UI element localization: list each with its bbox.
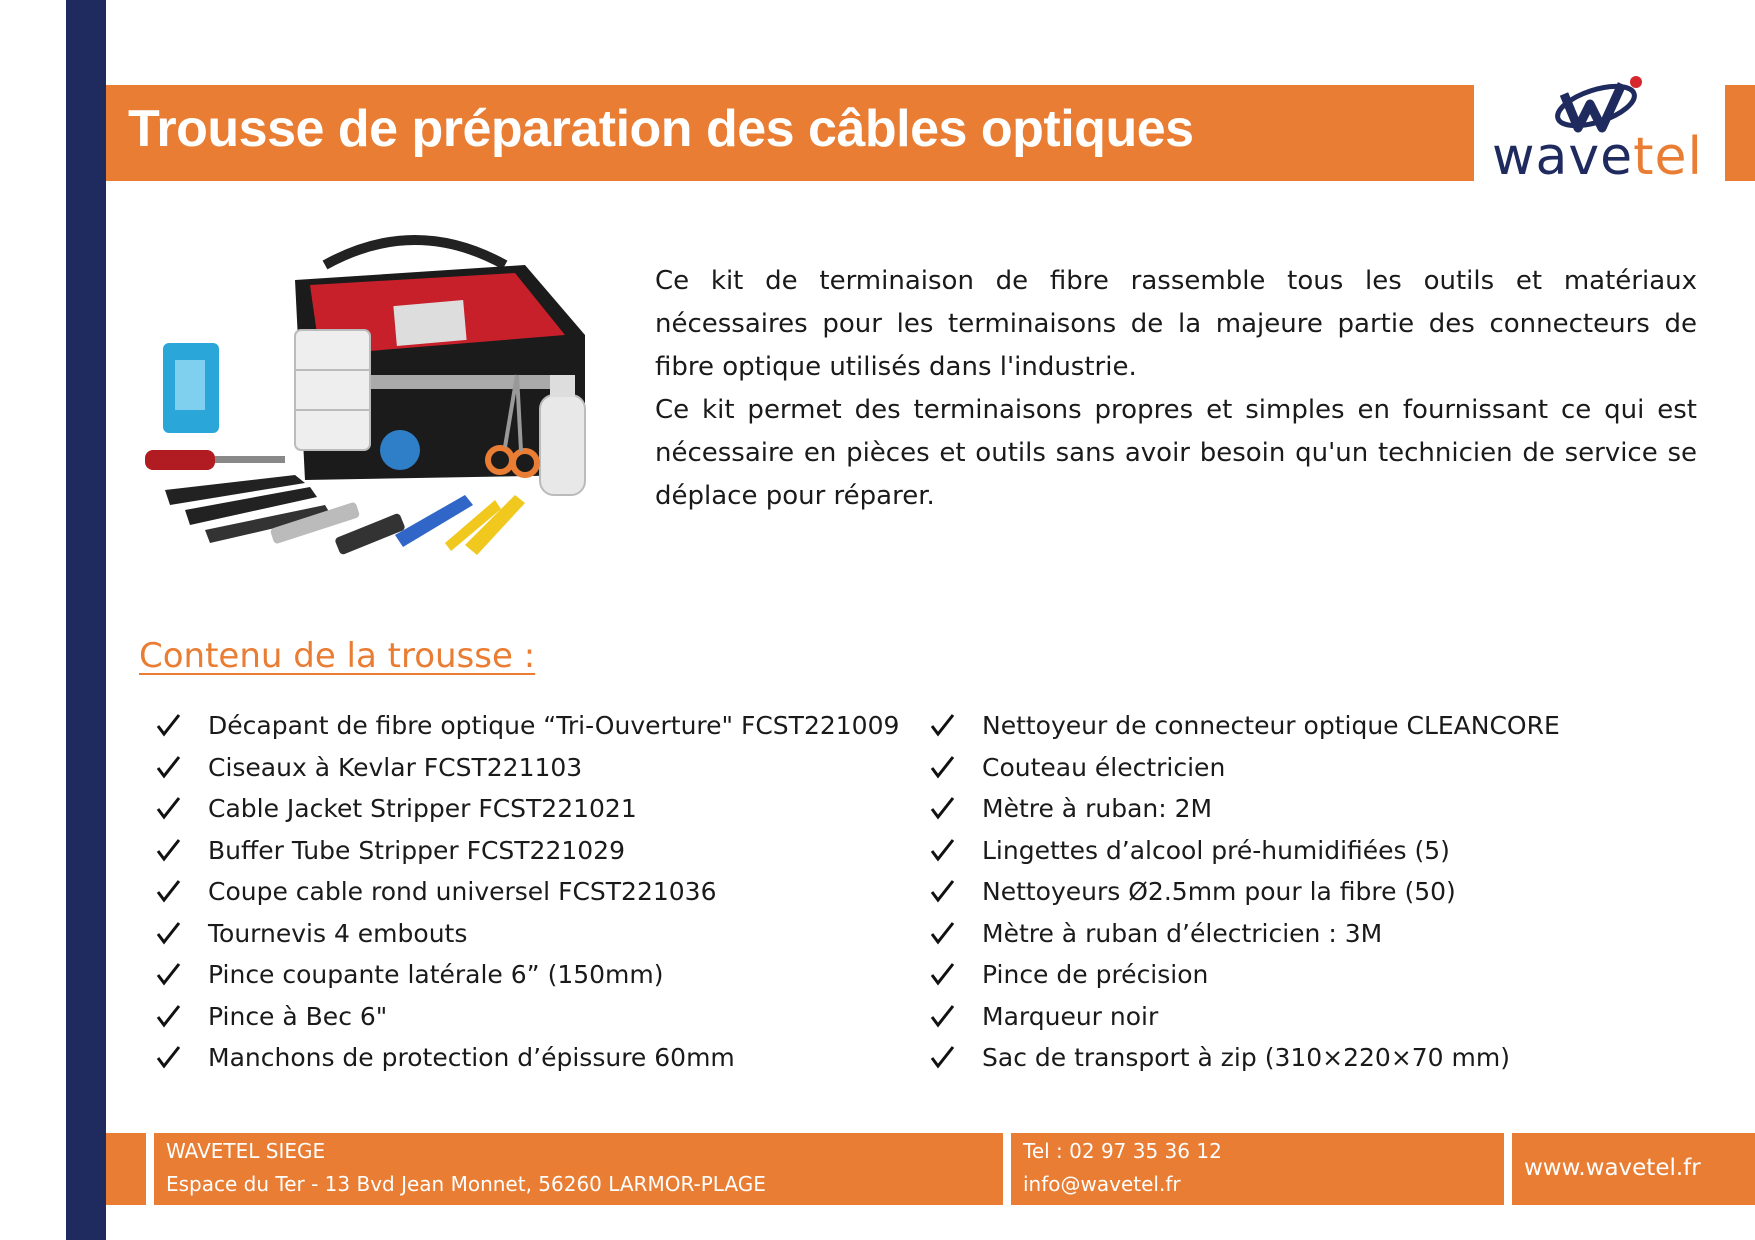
checkmark-icon xyxy=(929,871,957,913)
contents-list-right xyxy=(929,705,1709,1079)
list-item: Couteau électricien xyxy=(929,747,1709,789)
footer-website-link[interactable]: www.wavetel.fr xyxy=(1524,1155,1701,1181)
checkmark-icon xyxy=(929,705,957,747)
title-banner xyxy=(106,85,1474,181)
contents-list-left xyxy=(155,705,900,1079)
side-accent-bar xyxy=(66,0,106,1240)
product-image xyxy=(145,225,605,585)
checkmark-icon xyxy=(929,1037,957,1079)
page-title: Trousse de préparation des câbles optiques xyxy=(128,100,1194,158)
footer-separator xyxy=(1504,1133,1512,1205)
wavetel-logo xyxy=(1484,70,1716,188)
checkmark-icon xyxy=(155,871,183,913)
checkmark-icon xyxy=(929,913,957,955)
list-item: Mètre à ruban d’électricien : 3M xyxy=(929,913,1709,955)
checkmark-icon xyxy=(155,954,183,996)
checkmark-icon xyxy=(155,1037,183,1079)
title-banner-end xyxy=(1725,85,1755,181)
list-item: Nettoyeur de connecteur optique CLEANCORE xyxy=(929,705,1709,747)
list-item: Tournevis 4 embouts xyxy=(155,913,895,955)
list-item: Manchons de protection d’épissure 60mm xyxy=(155,1037,895,1079)
page-footer xyxy=(106,1133,1755,1205)
description-paragraph-2: Ce kit permet des terminaisons propres et simples en fournissant ce qui est nécessaire en pièces et outils sans avoir besoin qu'un technicien de service se déplace pour réparer. xyxy=(655,395,1697,511)
checkmark-icon xyxy=(155,705,183,747)
checkmark-icon xyxy=(929,788,957,830)
list-item: Cable Jacket Stripper FCST221021 xyxy=(155,788,895,830)
checkmark-icon xyxy=(929,954,957,996)
contents-title: Contenu de la trousse : xyxy=(139,636,536,676)
checkmark-icon xyxy=(929,830,957,872)
footer-company: WAVETEL SIEGE xyxy=(166,1139,326,1163)
footer-address: Espace du Ter - 13 Bvd Jean Monnet, 56260 LARMOR-PLAGE xyxy=(166,1172,766,1196)
checkmark-icon xyxy=(155,913,183,955)
logo-wordmark: wavetel xyxy=(1492,127,1703,187)
checkmark-icon xyxy=(929,747,957,789)
description-paragraph-1: Ce kit de terminaison de fibre rassemble tous les outils et matériaux nécessaires pour les terminaisons de la majeure partie des connecteurs de fibre optique utilisés dans l'industrie. xyxy=(655,266,1697,382)
list-item: Pince de précision xyxy=(929,954,1709,996)
footer-separator xyxy=(146,1133,154,1205)
checkmark-icon xyxy=(155,996,183,1038)
checkmark-icon xyxy=(929,996,957,1038)
fiber-tool-kit-bag-icon xyxy=(145,225,605,585)
list-item: Mètre à ruban: 2M xyxy=(929,788,1709,830)
checkmark-icon xyxy=(155,788,183,830)
list-item: Lingettes d’alcool pré-humidifiées (5) xyxy=(929,830,1709,872)
list-item: Pince coupante latérale 6” (150mm) xyxy=(155,954,895,996)
list-item: Ciseaux à Kevlar FCST221103 xyxy=(155,747,895,789)
checkmark-icon xyxy=(155,830,183,872)
checkmark-icon xyxy=(155,747,183,789)
list-item: Sac de transport à zip (310×220×70 mm) xyxy=(929,1037,1709,1079)
list-item: Pince à Bec 6" xyxy=(155,996,895,1038)
list-item: Buffer Tube Stripper FCST221029 xyxy=(155,830,895,872)
list-item: Coupe cable rond universel FCST221036 xyxy=(155,871,895,913)
footer-phone: Tel : 02 97 35 36 12 xyxy=(1023,1139,1222,1163)
list-item: Marqueur noir xyxy=(929,996,1709,1038)
product-description xyxy=(655,260,1697,518)
footer-separator xyxy=(1003,1133,1011,1205)
list-item: Nettoyeurs Ø2.5mm pour la fibre (50) xyxy=(929,871,1709,913)
footer-email[interactable]: info@wavetel.fr xyxy=(1023,1172,1181,1196)
list-item: Décapant de fibre optique “Tri-Ouverture" FCST221009 xyxy=(155,705,895,747)
